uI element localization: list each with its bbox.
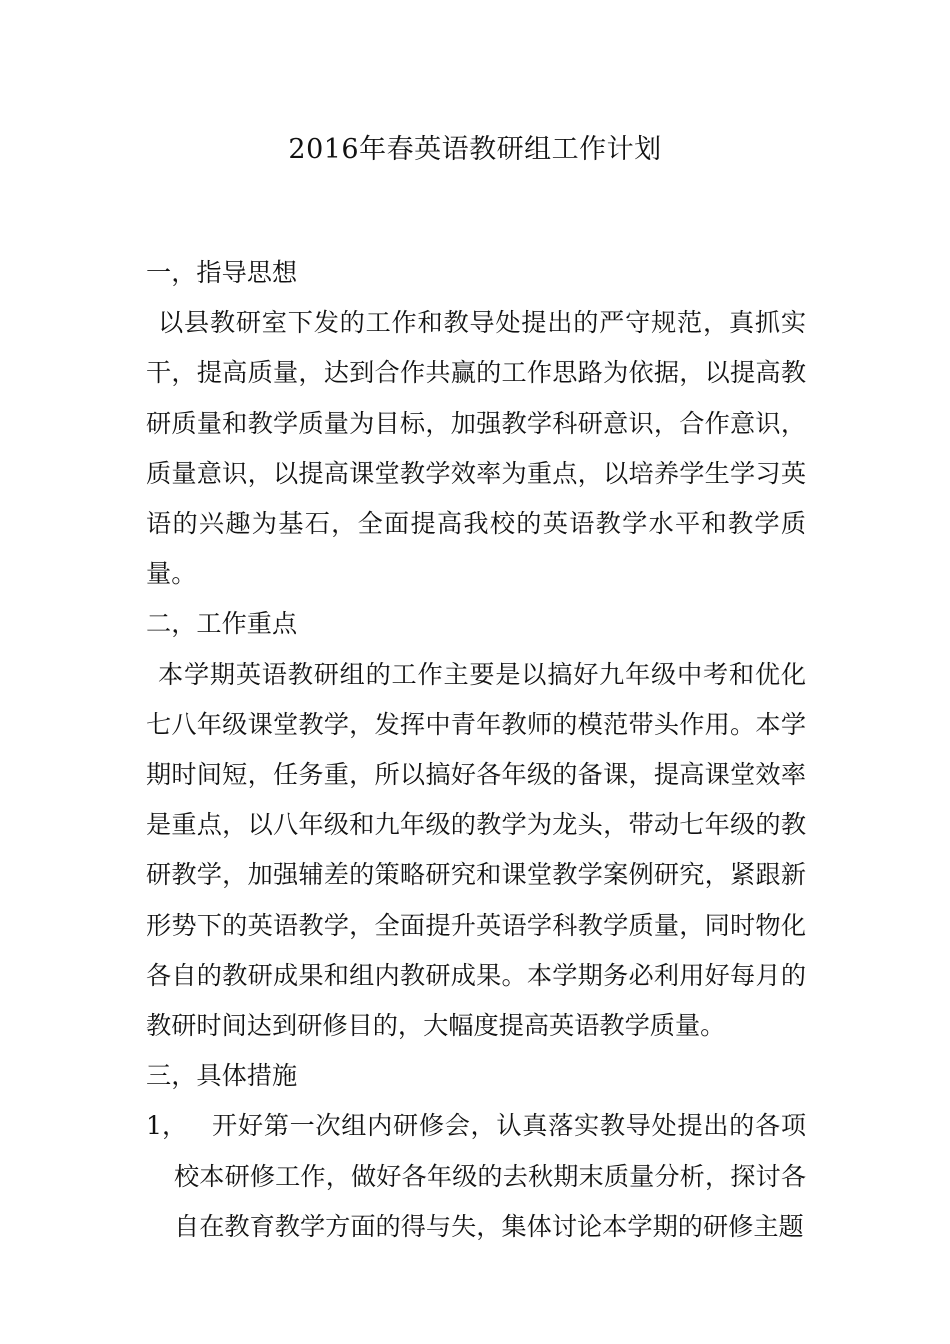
section-heading-measures: 三，具体措施 bbox=[146, 1061, 298, 1091]
measure-item-text: 开好第一次组内研修会，认真落实教导处提出的各项校本研修工作，做好各年级的去秋期末质量分析，探讨各自在教育教学方面的得与失，集体讨论本学期的研修主题 bbox=[174, 1111, 806, 1241]
measure-list-item bbox=[146, 1101, 806, 1252]
document-title: 2016年春英语教研组工作计划 bbox=[288, 134, 662, 165]
document-body bbox=[146, 248, 806, 1252]
measure-item-number: 1， bbox=[146, 1111, 188, 1141]
section-paragraph-work-focus: 本学期英语教研组的工作主要是以搞好九年级中考和优化七八年级课堂教学，发挥中青年教师的模范带头作用。本学期时间短，任务重，所以搞好各年级的备课，提高课堂效率是重点，以八年级和九年级的教学为龙头，带动七年级的教研教学，加强辅差的策略研究和课堂教学案例研究，紧跟新形势下的英语教学，全面提升英语学科教学质量，同时物化各自的教研成果和组内教研成果。本学期务必利用好每月的教研时间达到研修目的，大幅度提高英语教学质量。 bbox=[146, 659, 806, 1041]
section-heading-work-focus: 二，工作重点 bbox=[146, 609, 298, 639]
section-heading-guiding-thought: 一，指导思想 bbox=[146, 258, 298, 287]
section-paragraph-guiding-thought: 以县教研室下发的工作和教导处提出的严守规范，真抓实干，提高质量，达到合作共赢的工作思路为依据，以提高教研质量和教学质量为目标，加强教学科研意识，合作意识，质量意识，以提高课堂教学效率为重点，以培养学生学习英语的兴趣为基石，全面提高我校的英语教学水平和教学质量。 bbox=[146, 308, 806, 589]
